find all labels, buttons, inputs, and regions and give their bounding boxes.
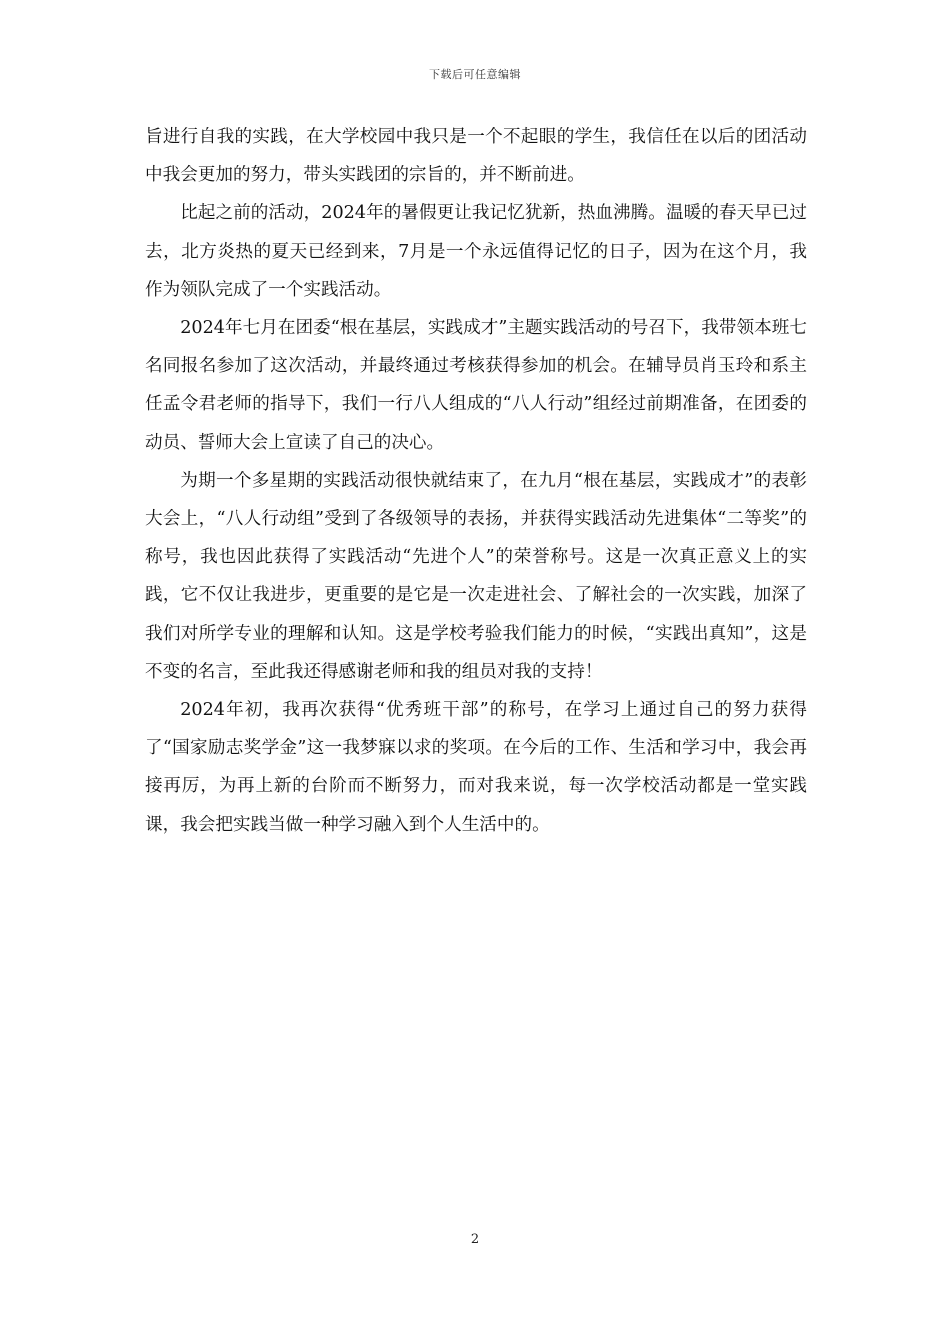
page-header: 下载后可任意编辑 xyxy=(429,68,521,81)
document-body xyxy=(145,118,807,844)
paragraph-continuation: 旨进行自我的实践，在大学校园中我只是一个不起眼的学生，我信任在以后的团活动中我会更加的努力，带头实践团的宗旨的，并不断前进。 xyxy=(145,127,807,186)
paragraph-summer-2024: 比起之前的活动，2024年的暑假更让我记忆犹新，热血沸腾。温暖的春天早已过去，北方炎热的夏天已经到来，7月是一个永远值得记忆的日子，因为在这个月，我作为领队完成了一个实践活动。 xyxy=(145,203,807,300)
paragraph-award-ceremony: 为期一个多星期的实践活动很快就结束了，在九月“根在基层，实践成才”的表彰大会上，“八人行动组”受到了各级领导的表扬，并获得实践活动先进集体“二等奖”的称号，我也因此获得了实践活动“先进个人”的荣誉称号。这是一次真正意义上的实践，它不仅让我进步，更重要的是它是一次走进社会、了解社会的一次实践，加深了我们对所学专业的理解和认知。这是学校考验我们能力的时候，“实践出真知”，这是不变的名言，至此我还得感谢老师和我的组员对我的支持！ xyxy=(145,470,807,682)
paragraph-scholarship: 2024年初，我再次获得“优秀班干部”的称号，在学习上通过自己的努力获得了“国家励志奖学金”这一我梦寐以求的奖项。在今后的工作、生活和学习中，我会再接再厉，为再上新的台阶而不断努力，而对我来说，每一次学校活动都是一堂实践课，我会把实践当做一种学习融入到个人生活中的。 xyxy=(145,700,807,835)
page-number: 2 xyxy=(470,1232,480,1247)
paragraph-july-activity: 2024年七月在团委“根在基层，实践成才”主题实践活动的号召下，我带领本班七名同报名参加了这次活动，并最终通过考核获得参加的机会。在辅导员肖玉玲和系主任孟令君老师的指导下，我们一行八人组成的“八人行动”组经过前期准备，在团委的动员、誓师大会上宣读了自己的决心。 xyxy=(145,318,807,453)
